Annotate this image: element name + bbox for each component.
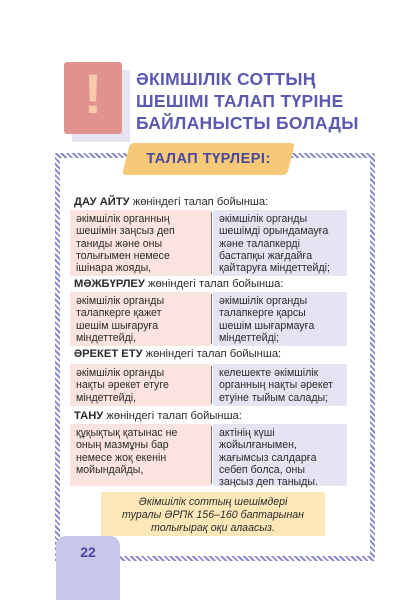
column-divider: [211, 294, 212, 344]
cell-line: шешім шығармауға: [219, 319, 315, 332]
cell-line: әкімшілік органды: [76, 295, 165, 307]
cell-line: нақты әрекет етуге: [76, 379, 169, 392]
cell-line: бастапқы жағдайға: [219, 249, 313, 262]
cell-line: жағымсыз салдарға: [219, 451, 317, 464]
page-title-line-2: ШЕШІМІ ТАЛАП ТҮРІНЕ: [136, 91, 344, 111]
section-left-cell: [70, 210, 211, 276]
cell-line: толығымен немесе: [76, 249, 170, 262]
exclamation-icon: !: [83, 62, 103, 125]
cell-line: шешімін заңсыз деп: [76, 225, 175, 238]
column-divider: [211, 366, 212, 404]
section-title-areket-etu: [74, 348, 281, 360]
section-left-cell: [70, 364, 211, 406]
section-title-bold: МӘЖБҮРЛЕУ: [74, 278, 145, 290]
cell-line: әкімшілік органның: [76, 213, 170, 225]
section-title-rest: жөніндегі талап бойынша:: [103, 410, 242, 422]
cell-line: оның мазмұны бар: [76, 439, 169, 452]
cell-line: келешекте әкімшілік: [219, 367, 319, 379]
cell-line: актінің күші: [219, 427, 275, 439]
section-left-cell: [70, 292, 211, 346]
page-title-line-1: ӘКІМШІЛІК СОТТЫҢ: [136, 69, 316, 89]
section-title-bold: ДАУ АЙТУ: [74, 196, 130, 208]
cell-line: әкімшілік органды: [219, 295, 308, 307]
section-right-cell: [213, 364, 347, 406]
cell-line: міндеттейді;: [219, 331, 280, 344]
column-divider: [211, 426, 212, 484]
cell-line: әкімшілік органды: [76, 367, 165, 379]
cell-line: мойындайды,: [76, 463, 144, 476]
section-title-mazhburleu: [74, 278, 283, 290]
section-right-cell: [213, 210, 347, 276]
cell-line: міндеттейді,: [76, 391, 137, 404]
section-right-cell: [213, 292, 347, 346]
cell-line: талапкерге қарсы: [219, 307, 306, 320]
cell-line: құқықтық қатынас не: [76, 427, 178, 439]
cell-line: органның нақты әрекет: [219, 379, 334, 392]
cell-line: ішінара жояды,: [76, 262, 152, 275]
reference-note: [101, 492, 325, 536]
cell-line: қайтаруға міндеттейді;: [219, 262, 330, 275]
section-left-cell: [70, 424, 211, 486]
note-line: Әкімшілік соттың шешімдері: [138, 496, 288, 508]
cell-line: етуіне тыйым салады;: [219, 391, 329, 404]
cell-line: талапкерге қажет: [76, 307, 162, 320]
cell-line: және талапкерді: [219, 237, 300, 250]
section-tag-label: ТАЛАП ТҮРЛЕРІ:: [146, 151, 271, 167]
cell-line: міндеттейді,: [76, 331, 137, 344]
section-title-rest: жөніндегі талап бойынша:: [129, 196, 269, 208]
note-line: толығырақ оқи алаасыз.: [151, 522, 275, 534]
section-title-rest: жөніндегі талап бойынша:: [144, 278, 284, 290]
cell-line: әкімшілік органды: [219, 213, 308, 225]
cell-line: немесе жоқ екенін: [76, 451, 167, 464]
section-title-rest: жөніндегі талап бойынша:: [142, 348, 282, 360]
cell-line: жойылғанымен,: [219, 439, 297, 452]
cell-line: заңсыз деп таныды.: [219, 476, 318, 489]
section-title-tanu: [74, 410, 242, 422]
page-title: [136, 68, 386, 134]
page-title-line-3: БАЙЛАНЫСТЫ БОЛАДЫ: [136, 113, 359, 133]
cell-line: себеп болса, оны: [219, 463, 305, 476]
cell-line: таниды және оны: [76, 237, 163, 250]
cell-line: шешім шығаруға: [76, 319, 159, 332]
section-right-cell: [213, 424, 347, 489]
note-line: туралы ӘРПК 156–160 баптарынан: [121, 509, 305, 521]
column-divider: [211, 212, 212, 274]
section-title-dau-aitu: [74, 196, 268, 208]
section-title-bold: ТАНУ: [74, 410, 104, 422]
cell-line: шешімді орындамауға: [219, 225, 329, 238]
page-number: 22: [80, 544, 96, 560]
alert-badge: [64, 62, 122, 134]
section-title-bold: ӘРЕКЕТ ЕТУ: [74, 348, 143, 360]
